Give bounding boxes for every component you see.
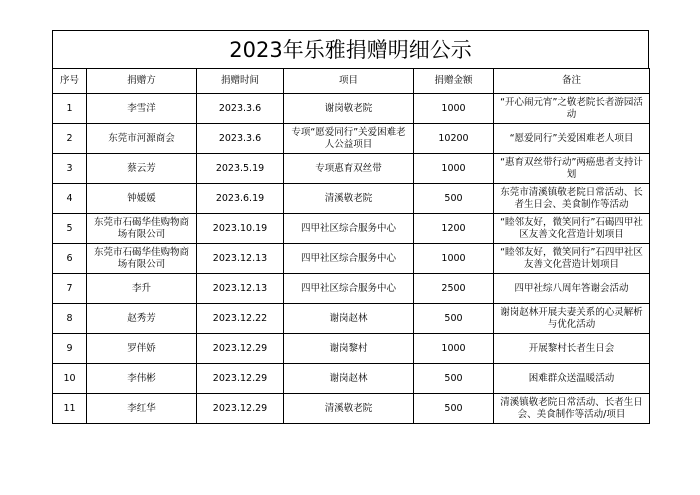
cell-date: 2023.12.22 bbox=[197, 304, 284, 334]
cell-note: “愿爱同行”关爱困难老人项目 bbox=[494, 124, 650, 154]
cell-amount: 500 bbox=[414, 394, 494, 424]
cell-note: “睦邻友好，微笑同行”石四甲社区友善文化营造计划项目 bbox=[494, 244, 650, 274]
cell-donor: 李伟彬 bbox=[87, 364, 197, 394]
header-seq: 序号 bbox=[53, 69, 87, 94]
cell-donor: 东莞市石碣华佳购物商场有限公司 bbox=[87, 244, 197, 274]
table-row bbox=[53, 214, 650, 244]
cell-amount: 500 bbox=[414, 184, 494, 214]
cell-project: 谢岗赵林 bbox=[284, 304, 414, 334]
table-row bbox=[53, 274, 650, 304]
cell-seq: 6 bbox=[53, 244, 87, 274]
cell-date: 2023.12.13 bbox=[197, 274, 284, 304]
cell-donor: 李红华 bbox=[87, 394, 197, 424]
cell-note: “开心闹元宵”之敬老院长者游园活动 bbox=[494, 94, 650, 124]
cell-project: 谢岗敬老院 bbox=[284, 94, 414, 124]
cell-amount: 1000 bbox=[414, 334, 494, 364]
header-project: 项目 bbox=[284, 69, 414, 94]
donation-table bbox=[52, 68, 650, 424]
cell-seq: 5 bbox=[53, 214, 87, 244]
cell-date: 2023.6.19 bbox=[197, 184, 284, 214]
cell-date: 2023.3.6 bbox=[197, 94, 284, 124]
cell-date: 2023.3.6 bbox=[197, 124, 284, 154]
table-row bbox=[53, 364, 650, 394]
cell-date: 2023.12.29 bbox=[197, 334, 284, 364]
cell-note: 四甲社综八周年答谢会活动 bbox=[494, 274, 650, 304]
cell-seq: 3 bbox=[53, 154, 87, 184]
cell-amount: 1200 bbox=[414, 214, 494, 244]
cell-seq: 8 bbox=[53, 304, 87, 334]
table-row bbox=[53, 244, 650, 274]
header-note: 备注 bbox=[494, 69, 650, 94]
page-title: 2023年乐雅捐赠明细公示 bbox=[52, 30, 649, 68]
cell-project: 清溪敬老院 bbox=[284, 394, 414, 424]
table-row bbox=[53, 304, 650, 334]
cell-amount: 2500 bbox=[414, 274, 494, 304]
cell-donor: 李升 bbox=[87, 274, 197, 304]
header-donor: 捐赠方 bbox=[87, 69, 197, 94]
cell-amount: 1000 bbox=[414, 94, 494, 124]
table-row bbox=[53, 184, 650, 214]
cell-donor: 罗伴娇 bbox=[87, 334, 197, 364]
cell-donor: 李雪洋 bbox=[87, 94, 197, 124]
cell-date: 2023.12.29 bbox=[197, 394, 284, 424]
table-header-row bbox=[53, 69, 650, 94]
cell-project: 专项“愿爱同行”关爱困难老人公益项目 bbox=[284, 124, 414, 154]
cell-seq: 2 bbox=[53, 124, 87, 154]
header-amount: 捐赠金额 bbox=[414, 69, 494, 94]
cell-project: 清溪敬老院 bbox=[284, 184, 414, 214]
cell-amount: 500 bbox=[414, 304, 494, 334]
cell-note: 东莞市清溪镇敬老院日常活动、长者生日会、美食制作等活动 bbox=[494, 184, 650, 214]
cell-note: 清溪镇敬老院日常活动、长者生日会、美食制作等活动/项目 bbox=[494, 394, 650, 424]
cell-date: 2023.12.13 bbox=[197, 244, 284, 274]
table-row bbox=[53, 94, 650, 124]
cell-amount: 10200 bbox=[414, 124, 494, 154]
cell-amount: 500 bbox=[414, 364, 494, 394]
cell-project: 专项惠育双丝带 bbox=[284, 154, 414, 184]
cell-donor: 东莞市石碣华佳购物商场有限公司 bbox=[87, 214, 197, 244]
table-row bbox=[53, 154, 650, 184]
cell-seq: 4 bbox=[53, 184, 87, 214]
cell-project: 谢岗赵林 bbox=[284, 364, 414, 394]
cell-note: 开展黎村长者生日会 bbox=[494, 334, 650, 364]
cell-amount: 1000 bbox=[414, 154, 494, 184]
cell-donor: 赵秀芳 bbox=[87, 304, 197, 334]
cell-seq: 10 bbox=[53, 364, 87, 394]
cell-date: 2023.10.19 bbox=[197, 214, 284, 244]
donation-sheet bbox=[52, 30, 649, 424]
cell-note: 谢岗赵林开展夫妻关系的心灵解析与优化活动 bbox=[494, 304, 650, 334]
cell-date: 2023.12.29 bbox=[197, 364, 284, 394]
table-row bbox=[53, 394, 650, 424]
cell-seq: 9 bbox=[53, 334, 87, 364]
cell-donor: 蔡云芳 bbox=[87, 154, 197, 184]
cell-seq: 1 bbox=[53, 94, 87, 124]
table-row bbox=[53, 124, 650, 154]
table-row bbox=[53, 334, 650, 364]
cell-note: “睦邻友好，微笑同行”石碣四甲社区友善文化营造计划项目 bbox=[494, 214, 650, 244]
cell-note: “惠育双丝带行动”两癌患者支持计划 bbox=[494, 154, 650, 184]
cell-donor: 钟媛媛 bbox=[87, 184, 197, 214]
cell-seq: 11 bbox=[53, 394, 87, 424]
header-date: 捐赠时间 bbox=[197, 69, 284, 94]
cell-note: 困难群众送温暖活动 bbox=[494, 364, 650, 394]
cell-donor: 东莞市河源商会 bbox=[87, 124, 197, 154]
cell-project: 四甲社区综合服务中心 bbox=[284, 244, 414, 274]
cell-project: 谢岗黎村 bbox=[284, 334, 414, 364]
cell-date: 2023.5.19 bbox=[197, 154, 284, 184]
cell-amount: 1000 bbox=[414, 244, 494, 274]
cell-project: 四甲社区综合服务中心 bbox=[284, 214, 414, 244]
cell-project: 四甲社区综合服务中心 bbox=[284, 274, 414, 304]
cell-seq: 7 bbox=[53, 274, 87, 304]
